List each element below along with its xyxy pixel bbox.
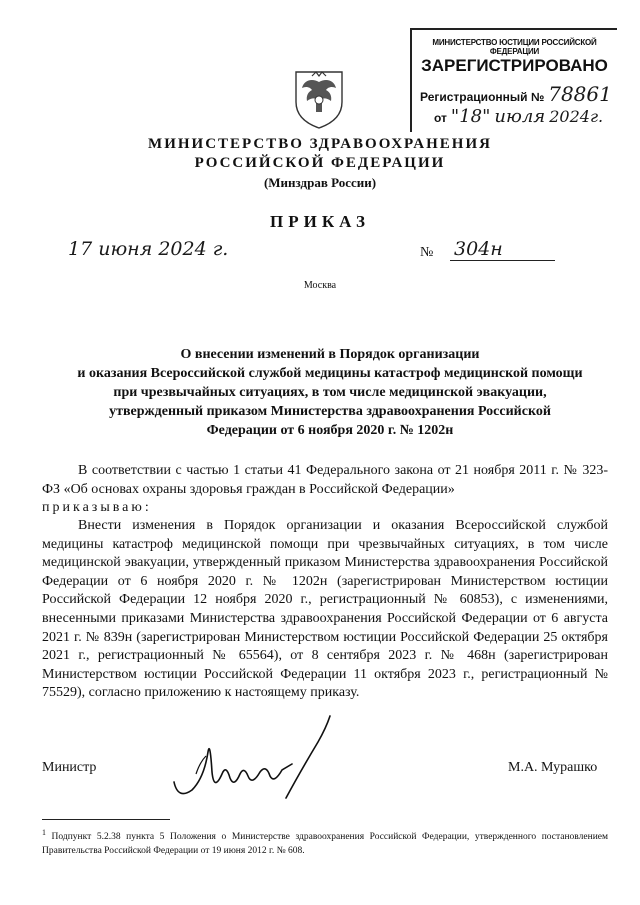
stamp-date-month: июля — [494, 106, 546, 127]
registration-stamp — [410, 28, 617, 132]
title-line1: О внесении изменений в Порядок организации — [180, 347, 480, 362]
body-paragraph-2: Внести изменения в Порядок организации и оказания Всероссийской службой медицины катастроф медицинской помощи при чрезвычайных ситуациях, в том числе медицинской эвакуации, утвержденный приказом Министерства здравоохранения Российской Федерации от 6 ноября 2020 г. № 1202н (зарегистрирован Министерством юстиции Российской Федерации 12 ноября 2020 г., регистрационный № 60853), с изменениями, внесенными приказами Министерства здравоохранения Российской Федерации от 6 августа 2021 г. № 839н (зарегистрирован Министерством юстиции Российской Федерации 25 октября 2021 г., регистрационный № 65564), от 8 сентября 2023 г. № 468н (зарегистрирован Министерством юстиции Российской Федерации 11 октября 2023 г., регистрационный № 75529), согласно приложению к настоящему приказу. — [42, 518, 608, 701]
title-line4: утвержденный приказом Министерства здравоохранения Российской — [109, 404, 551, 419]
footnote-divider — [42, 819, 170, 820]
stamp-date-prefix: от — [434, 111, 447, 125]
order-number — [450, 238, 555, 261]
stamp-reg-row — [420, 82, 612, 106]
coat-of-arms-emblem — [290, 68, 348, 130]
footnote-mark: 1 — [42, 828, 46, 837]
decree-word: приказываю: — [42, 500, 152, 515]
stamp-ministry: МИНИСТЕРСТВО ЮСТИЦИИ РОССИЙСКОЙ ФЕДЕРАЦИИ — [432, 38, 597, 56]
order-date: 17 июня 2024 г. — [68, 238, 229, 260]
stamp-date-year: 2024г. — [549, 107, 604, 126]
title-line5: Федерации от 6 ноября 2020 г. № 1202н — [206, 423, 454, 438]
document-type: ПРИКАЗ — [270, 212, 370, 231]
footnote-text: Подпункт 5.2.38 пункта 5 Положения о Министерстве здравоохранения Российской Федерации, утвержденного постановлением Правительства Российской Федерации от 19 июня 2012 г. № 608. — [42, 832, 609, 857]
order-number-label: № — [420, 245, 434, 260]
order-number-value: 304н — [454, 238, 503, 260]
ministry-line1: МИНИСТЕРСТВО ЗДРАВООХРАНЕНИЯ — [148, 136, 492, 152]
stamp-reg-label: Регистрационный № — [420, 90, 545, 104]
city: Москва — [303, 280, 337, 291]
ministry-line2: РОССИЙСКОЙ ФЕДЕРАЦИИ — [194, 155, 446, 171]
signer-name: М.А. Мурашко — [508, 760, 598, 775]
ministry-name — [0, 135, 640, 173]
handwritten-signature — [170, 712, 340, 802]
body-paragraph-1: В соответствии с частью 1 статьи 41 Федерального закона от 21 ноября 2011 г. № 323-ФЗ «Об основах охраны здоровья граждан в Российской Федерации» — [42, 463, 608, 497]
title-line3: при чрезвычайных ситуациях, в том числе медицинской эвакуации, — [113, 385, 547, 400]
stamp-date-row — [434, 106, 603, 127]
order-title — [40, 345, 620, 440]
title-line2: и оказания Всероссийской службой медицины катастроф медицинской помощи — [77, 366, 583, 381]
stamp-reg-number: 78861 — [548, 82, 612, 106]
signer-position: Министр — [42, 760, 97, 775]
stamp-title: ЗАРЕГИСТРИРОВАНО — [421, 56, 608, 75]
footnote — [42, 826, 608, 858]
ministry-short-name: (Минздрав России) — [263, 175, 377, 190]
stamp-date-day: "18" — [450, 106, 491, 127]
